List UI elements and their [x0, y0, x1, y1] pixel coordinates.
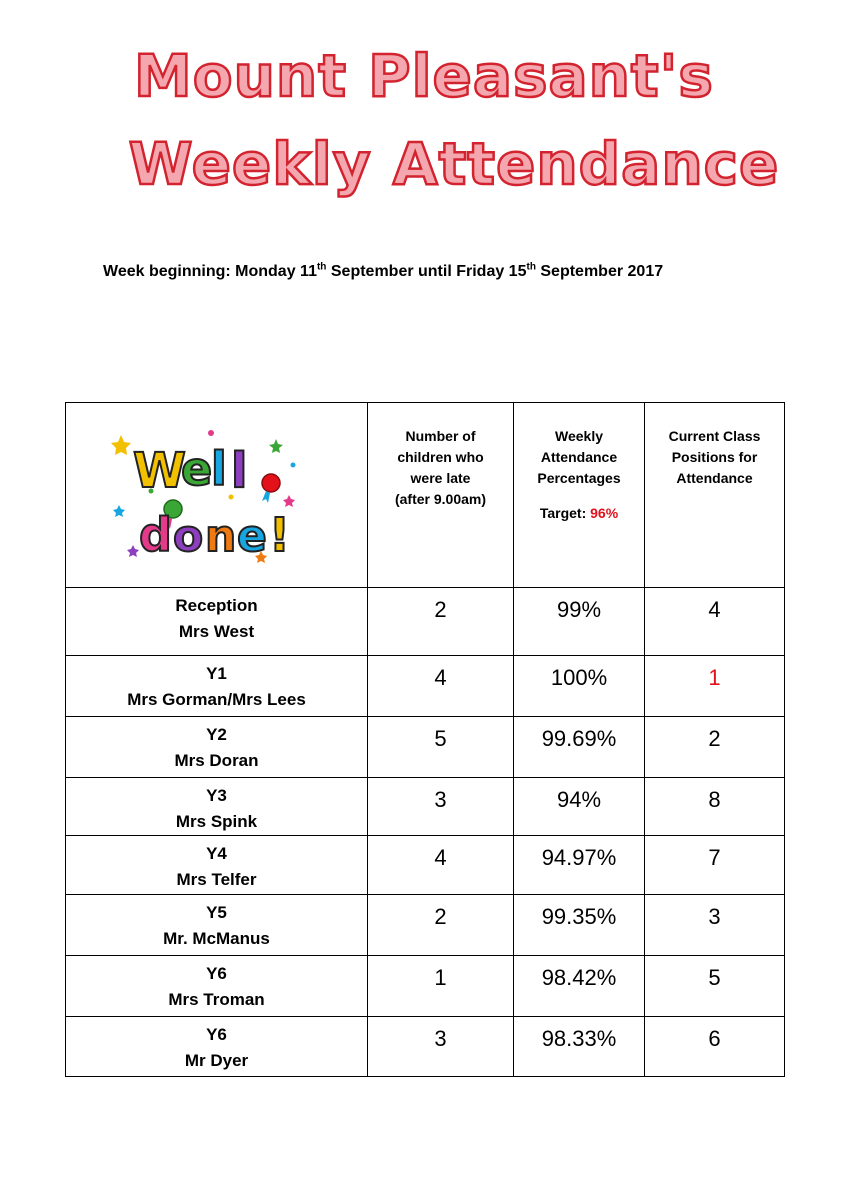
class-name: Y4: [206, 844, 227, 863]
class-position-first: 1: [708, 665, 721, 690]
class-position: 6: [708, 1026, 721, 1051]
logo-letter: o: [173, 511, 204, 562]
pos-header-line: Current Class: [668, 428, 761, 444]
target-text: [514, 503, 644, 524]
week-suffix: September 2017: [535, 263, 664, 280]
pct-header-line: Weekly: [555, 428, 603, 444]
table-row: [66, 1017, 785, 1077]
class-name: Y6: [206, 964, 227, 983]
class-position-header: [645, 403, 785, 588]
logo-letter: l: [211, 442, 227, 496]
attendance-table: [65, 402, 785, 1077]
late-header-line: Number of: [405, 428, 476, 444]
late-header-line: children who: [397, 449, 484, 465]
late-count-header: [368, 403, 514, 588]
class-position: 4: [708, 597, 721, 622]
well-word: [133, 442, 247, 499]
table-row: [66, 778, 785, 836]
class-position: 7: [708, 845, 721, 870]
attendance-percentage: 94%: [556, 787, 602, 812]
page-title-line-1: Mount Pleasant's: [134, 42, 714, 110]
attendance-percentage: 94.97%: [541, 845, 617, 870]
class-name: Y1: [206, 664, 227, 683]
late-count: 4: [434, 665, 447, 690]
logo-letter: d: [139, 508, 172, 562]
table-row: [66, 656, 785, 717]
table-header-row: [66, 403, 785, 588]
late-count: 2: [434, 597, 447, 622]
class-name: Reception: [175, 596, 258, 615]
logo-letter: e: [237, 511, 267, 562]
teacher-name: Mrs West: [178, 622, 255, 641]
logo-letter: !: [269, 508, 290, 562]
week-sup-1: th: [316, 261, 327, 273]
late-count: 1: [434, 965, 447, 990]
pos-header-line: Positions for: [671, 449, 758, 465]
pos-header-line: Attendance: [676, 470, 753, 486]
week-beginning-text: [103, 263, 663, 281]
class-position: 3: [708, 904, 721, 929]
late-count: 3: [434, 1026, 447, 1051]
attendance-percentage: 98.42%: [541, 965, 617, 990]
logo-letter: e: [181, 442, 213, 496]
teacher-name: Mrs Gorman/Mrs Lees: [127, 690, 306, 709]
class-name: Y2: [206, 725, 227, 744]
page-title-line-2: Weekly Attendance: [128, 130, 780, 198]
teacher-name: Mr. McManus: [163, 929, 270, 948]
attendance-percentage: 99.35%: [541, 904, 617, 929]
table-row: [66, 836, 785, 895]
teacher-name: Mrs Troman: [168, 990, 265, 1009]
target-value: 96%: [590, 505, 619, 521]
teacher-name: Mr Dyer: [184, 1051, 249, 1070]
late-header-line: were late: [410, 470, 471, 486]
late-header-line: (after 9.00am): [394, 491, 487, 507]
table-row: [66, 717, 785, 778]
class-position: 5: [708, 965, 721, 990]
done-word: [139, 508, 290, 562]
attendance-percentage: 100%: [550, 665, 608, 690]
week-prefix: Week beginning: Monday 11: [103, 263, 317, 280]
table-row: [66, 956, 785, 1017]
week-mid: September until Friday 15: [326, 263, 527, 280]
well-done-logo: [111, 425, 301, 565]
pct-header-line: Percentages: [537, 470, 621, 486]
class-name: Y5: [206, 903, 227, 922]
late-count: 4: [434, 845, 447, 870]
logo-letter: n: [205, 511, 237, 562]
attendance-percentage: 99.69%: [541, 726, 617, 751]
class-position: 2: [708, 726, 721, 751]
well-done-logo-cell: [66, 403, 368, 588]
logo-letter: l: [231, 443, 248, 499]
logo-letter: W: [133, 443, 186, 499]
table-row: [66, 588, 785, 656]
attendance-percentage: 99%: [556, 597, 602, 622]
pct-header-line: Attendance: [540, 449, 618, 465]
late-count: 5: [434, 726, 447, 751]
week-sup-2: th: [526, 261, 536, 273]
late-count: 2: [434, 904, 447, 929]
attendance-percentage: 98.33%: [541, 1026, 617, 1051]
target-label: Target:: [539, 505, 587, 521]
late-count: 3: [434, 787, 447, 812]
class-position: 8: [708, 787, 721, 812]
class-name: Y6: [206, 1025, 227, 1044]
class-name: Y3: [206, 786, 227, 805]
teacher-name: Mrs Doran: [174, 751, 259, 770]
table-row: [66, 895, 785, 956]
rosette-icon-right: [262, 474, 280, 503]
attendance-percentage-header: [514, 403, 645, 588]
teacher-name: Mrs Telfer: [176, 870, 257, 889]
teacher-name: Mrs Spink: [175, 812, 258, 831]
